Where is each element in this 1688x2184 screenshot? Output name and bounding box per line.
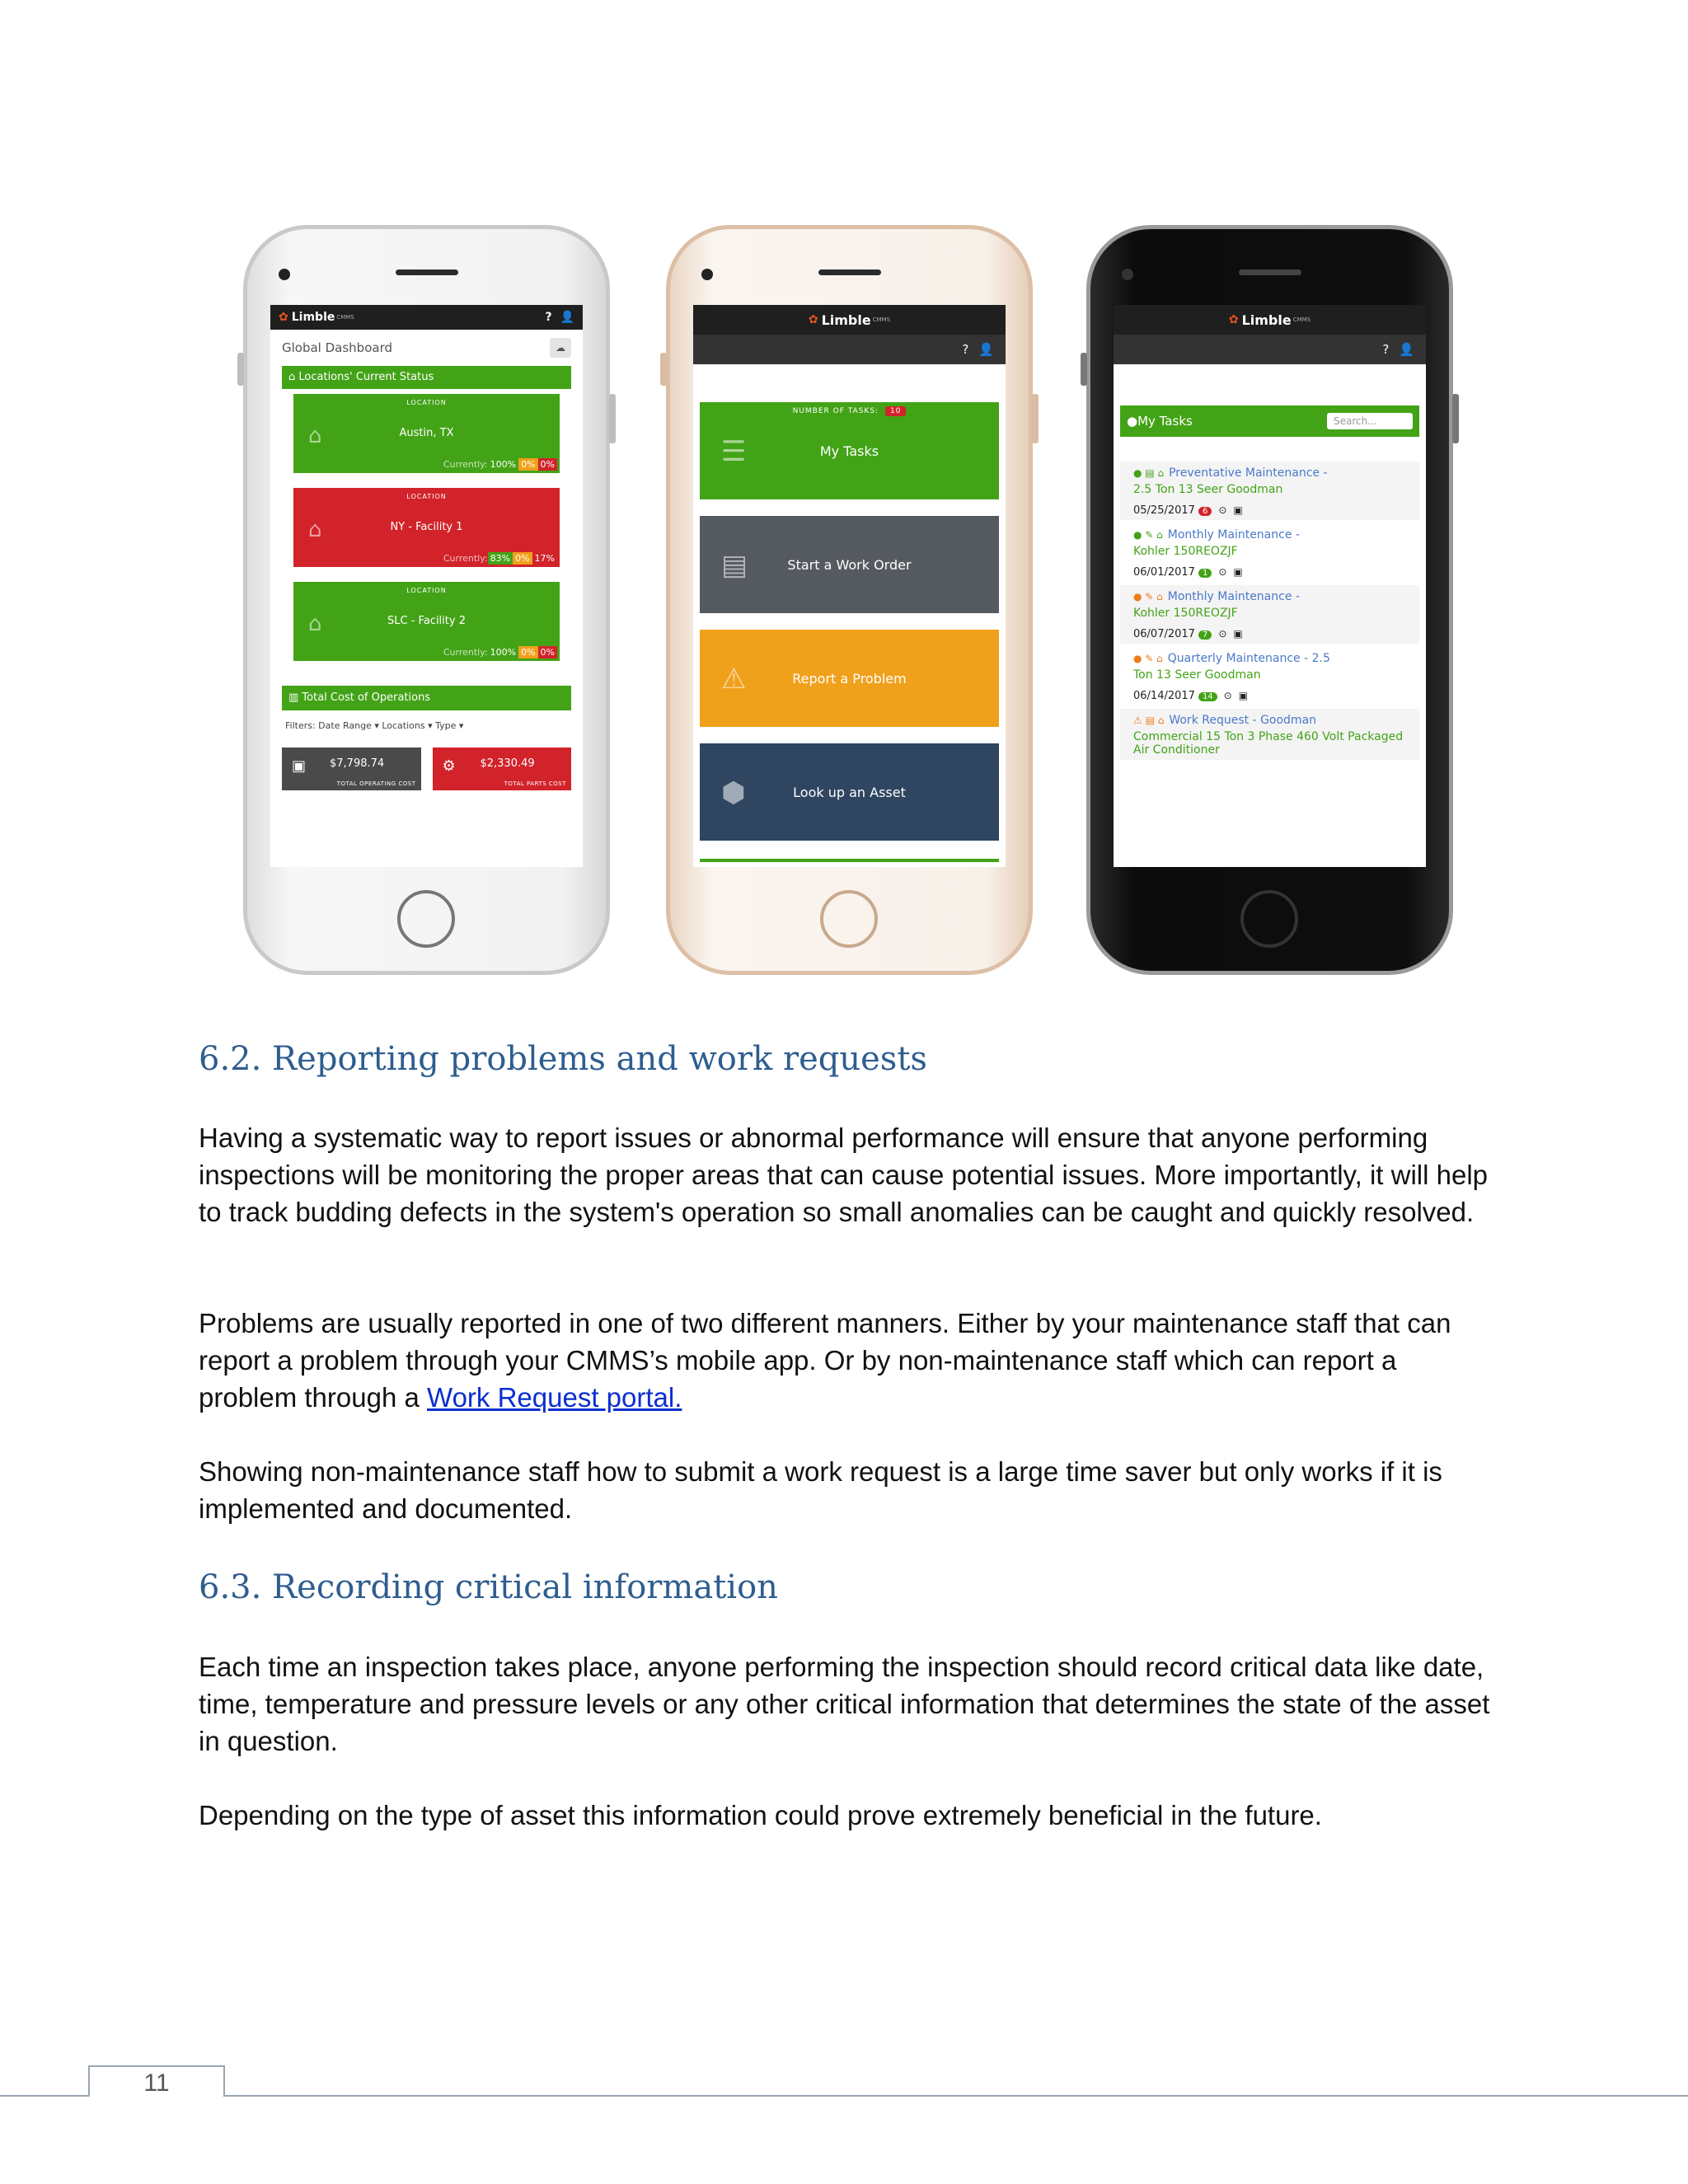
status-text: Currently: xyxy=(443,647,488,658)
camera-icon xyxy=(701,269,713,280)
status-seg-red: 17% xyxy=(532,552,557,565)
task-asset: 2.5 Ton 13 Seer Goodman xyxy=(1133,483,1283,496)
help-icon[interactable]: ? xyxy=(962,342,969,357)
tile-label: My Tasks xyxy=(819,443,879,459)
money-icon: ▣ xyxy=(292,757,307,775)
status-seg-orange: 0% xyxy=(518,458,537,471)
operating-cost-card[interactable] xyxy=(282,748,421,790)
dashboard-title-row xyxy=(270,330,583,366)
task-date: 05/25/2017 xyxy=(1133,504,1195,517)
task-item[interactable] xyxy=(1120,647,1419,705)
task-asset: Kohler 150REOZJF xyxy=(1133,607,1238,620)
warning-icon: ⚠ xyxy=(721,663,747,696)
clock-icon[interactable]: ⊙ xyxy=(1218,566,1227,578)
location-name: SLC - Facility 2 xyxy=(387,615,466,627)
speaker-grille xyxy=(1239,269,1301,275)
calendar-icon[interactable]: ▣ xyxy=(1233,504,1243,516)
home-icon: ⌂ xyxy=(288,371,299,383)
location-status xyxy=(443,552,557,565)
home-button[interactable] xyxy=(820,890,878,948)
location-card-austin[interactable] xyxy=(293,394,560,473)
search-input[interactable]: Search... xyxy=(1327,413,1413,429)
phone-side-button xyxy=(237,353,244,386)
look-up-asset-tile[interactable] xyxy=(700,743,999,841)
location-name: NY - Facility 1 xyxy=(390,521,463,533)
operating-cost-label: TOTAL OPERATING COST xyxy=(336,780,416,787)
help-icon[interactable]: ? xyxy=(1382,342,1390,357)
status-seg-green: 100% xyxy=(488,646,518,658)
task-count-badge: 7 xyxy=(1198,630,1212,640)
task-date: 06/07/2017 xyxy=(1133,628,1195,640)
status-dot-icon: ● ✎ ⌂ xyxy=(1133,529,1163,541)
phone-side-button xyxy=(660,353,667,386)
location-label: LOCATION xyxy=(406,399,447,406)
clock-icon[interactable]: ⊙ xyxy=(1218,628,1227,640)
footer-line xyxy=(0,2095,1688,2097)
task-asset: Ton 13 Seer Goodman xyxy=(1133,668,1261,682)
limble-logo-icon: ✿ xyxy=(1228,313,1239,326)
phone-side-button xyxy=(1452,394,1459,443)
phone-menu xyxy=(666,225,1033,975)
cloud-icon[interactable]: ☁ xyxy=(550,338,571,358)
location-card-slc[interactable] xyxy=(293,582,560,661)
paragraph-text: Problems are usually reported in one of two different manners. Either by your maintenance staff that can report a problem through your CMMS’s mobile app. Or by non-maintenance staff which can report a problem through a xyxy=(199,1308,1451,1413)
task-title: Preventative Maintenance - xyxy=(1169,466,1328,480)
app-sub: CMMS xyxy=(336,314,354,321)
start-work-order-tile[interactable] xyxy=(700,516,999,613)
user-icon[interactable]: 👤 xyxy=(978,342,994,357)
house-icon: ⌂ xyxy=(308,612,322,636)
camera-icon xyxy=(279,269,290,280)
house-icon: ⌂ xyxy=(308,518,322,542)
status-dot-icon: ● ✎ ⌂ xyxy=(1133,591,1163,602)
app-subbar xyxy=(693,335,1006,364)
limble-logo-icon: ✿ xyxy=(808,313,818,326)
divider xyxy=(700,859,999,862)
tile-label: Report a Problem xyxy=(792,671,907,687)
locations-header-label: Locations' Current Status xyxy=(298,371,434,383)
home-button[interactable] xyxy=(397,890,455,948)
task-title: Monthly Maintenance - xyxy=(1167,528,1300,541)
status-seg-red: 0% xyxy=(538,646,557,658)
app-name: Limble xyxy=(821,312,871,328)
clock-icon[interactable]: ⊙ xyxy=(1218,504,1227,516)
work-request-portal-link[interactable]: Work Request portal. xyxy=(427,1382,682,1413)
app-topbar xyxy=(270,305,583,330)
topbar-icons xyxy=(545,311,574,324)
task-title: Quarterly Maintenance - 2.5 xyxy=(1167,652,1330,665)
status-text: Currently: xyxy=(443,459,488,470)
status-seg-orange: 0% xyxy=(518,646,537,658)
task-count-badge: 1 xyxy=(1198,569,1212,578)
task-count-badge: 10 xyxy=(885,406,906,416)
task-date: 06/14/2017 xyxy=(1133,690,1195,702)
task-date: 06/01/2017 xyxy=(1133,566,1195,579)
cubes-icon: ⬢ xyxy=(721,776,746,809)
task-item[interactable] xyxy=(1120,523,1419,582)
cost-panel-header xyxy=(282,686,571,710)
my-tasks-header xyxy=(1120,405,1419,437)
paragraph: Each time an inspection takes place, anyone performing the inspection should record critical data like date, time, temperature and pressure levels or any other critical information that determines the state of the asset in question. xyxy=(199,1652,1490,1756)
task-title: Work Request - Goodman xyxy=(1169,714,1317,727)
status-dot-icon: ● ▤ ⌂ xyxy=(1133,467,1165,479)
tile-label: Start a Work Order xyxy=(787,557,912,573)
alert-icon: ● xyxy=(1127,414,1138,429)
location-name: Austin, TX xyxy=(399,427,454,439)
app-sub: CMMS xyxy=(872,316,891,323)
phone-side-button xyxy=(609,394,616,443)
parts-cost-value: $2,330.49 xyxy=(480,757,535,770)
locations-panel-header xyxy=(282,366,571,389)
location-status xyxy=(443,646,557,658)
limble-logo-icon: ✿ xyxy=(279,311,288,324)
page-number: 11 xyxy=(88,2065,225,2097)
gear-icon: ⚙ xyxy=(442,757,456,775)
cost-row xyxy=(282,748,571,790)
status-text: Currently: xyxy=(443,553,488,564)
status-seg-green: 100% xyxy=(488,458,518,471)
location-label: LOCATION xyxy=(406,493,447,500)
user-icon[interactable]: 👤 xyxy=(560,311,574,324)
phone-side-button xyxy=(1032,394,1039,443)
home-button[interactable] xyxy=(1240,890,1298,948)
paragraph xyxy=(199,1305,1501,1416)
house-icon: ⌂ xyxy=(308,424,322,448)
dashboard-screen xyxy=(270,305,583,867)
clock-icon[interactable]: ⊙ xyxy=(1223,690,1232,701)
my-tasks-title: My Tasks xyxy=(1137,414,1193,429)
phone-dashboard xyxy=(243,225,610,975)
calendar-icon[interactable]: ▣ xyxy=(1233,628,1243,640)
task-count-badge: 6 xyxy=(1198,507,1212,516)
operating-cost-value: $7,798.74 xyxy=(330,757,385,770)
section-heading-6-2: 6.2. Reporting problems and work requests xyxy=(199,1040,927,1078)
app-subbar xyxy=(1114,335,1426,364)
camera-icon xyxy=(1122,269,1133,280)
app-name: Limble xyxy=(291,311,335,324)
paragraph: Having a systematic way to report issues or abnormal performance will ensure that anyone performing inspections will be monitoring the proper areas that can cause potential issues. More importantly, it will help to track budding defects in the system's operation so small anomalies can be caught and quickly resolved. xyxy=(199,1122,1489,1227)
user-icon[interactable]: 👤 xyxy=(1399,342,1414,357)
bar-chart-icon: ▥ xyxy=(288,691,302,704)
phone-tasks xyxy=(1086,225,1453,975)
paragraph: Depending on the type of asset this information could prove extremely beneficial in the future. xyxy=(199,1800,1322,1830)
menu-screen xyxy=(693,305,1006,867)
task-asset: Kohler 150REOZJF xyxy=(1133,545,1238,558)
task-asset: Commercial 15 Ton 3 Phase 460 Volt Packaged Air Conditioner xyxy=(1133,730,1404,757)
calendar-icon[interactable]: ▣ xyxy=(1233,566,1243,578)
location-label: LOCATION xyxy=(406,587,447,594)
task-count-label: NUMBER OF TASKS: xyxy=(792,407,879,415)
help-icon[interactable]: ? xyxy=(545,311,552,324)
task-list xyxy=(1120,462,1419,760)
calendar-icon[interactable]: ▣ xyxy=(1238,690,1249,701)
location-status xyxy=(443,458,557,471)
paragraph: Showing non-maintenance staff how to submit a work request is a large time saver but only works if it is implemented and documented. xyxy=(199,1456,1442,1524)
speaker-grille xyxy=(396,269,458,275)
status-dot-icon: ● ✎ ⌂ xyxy=(1133,653,1163,664)
task-item[interactable] xyxy=(1120,585,1419,644)
clipboard-icon: ▤ xyxy=(721,549,748,582)
task-count-badge: 14 xyxy=(1198,692,1217,701)
parts-cost-card[interactable] xyxy=(433,748,572,790)
status-seg-green: 83% xyxy=(488,552,513,565)
status-seg-red: 0% xyxy=(538,458,557,471)
app-topbar xyxy=(1114,305,1426,335)
speaker-grille xyxy=(818,269,881,275)
task-item[interactable] xyxy=(1120,462,1419,520)
phone-side-button xyxy=(1081,353,1087,386)
task-count xyxy=(700,407,999,415)
app-sub: CMMS xyxy=(1292,316,1311,323)
report-problem-tile[interactable] xyxy=(700,630,999,727)
tasks-screen xyxy=(1114,305,1426,867)
section-heading-6-3: 6.3. Recording critical information xyxy=(199,1568,778,1606)
status-seg-orange: 0% xyxy=(513,552,532,565)
warning-icon: ⚠ ▤ ⌂ xyxy=(1133,715,1165,726)
task-title: Monthly Maintenance - xyxy=(1167,590,1300,603)
page-title: Global Dashboard xyxy=(282,340,392,355)
task-item[interactable] xyxy=(1120,709,1419,760)
server-icon: ☰ xyxy=(721,435,747,468)
location-card-ny[interactable] xyxy=(293,488,560,567)
filters-row[interactable]: Filters: Date Range ▾ Locations ▾ Type ▾ xyxy=(285,720,464,731)
app-topbar xyxy=(693,305,1006,335)
my-tasks-tile[interactable] xyxy=(700,402,999,499)
parts-cost-label: TOTAL PARTS COST xyxy=(504,780,566,787)
cost-header-label: Total Cost of Operations xyxy=(302,691,431,704)
tile-label: Look up an Asset xyxy=(793,785,906,800)
app-name: Limble xyxy=(1241,312,1292,328)
